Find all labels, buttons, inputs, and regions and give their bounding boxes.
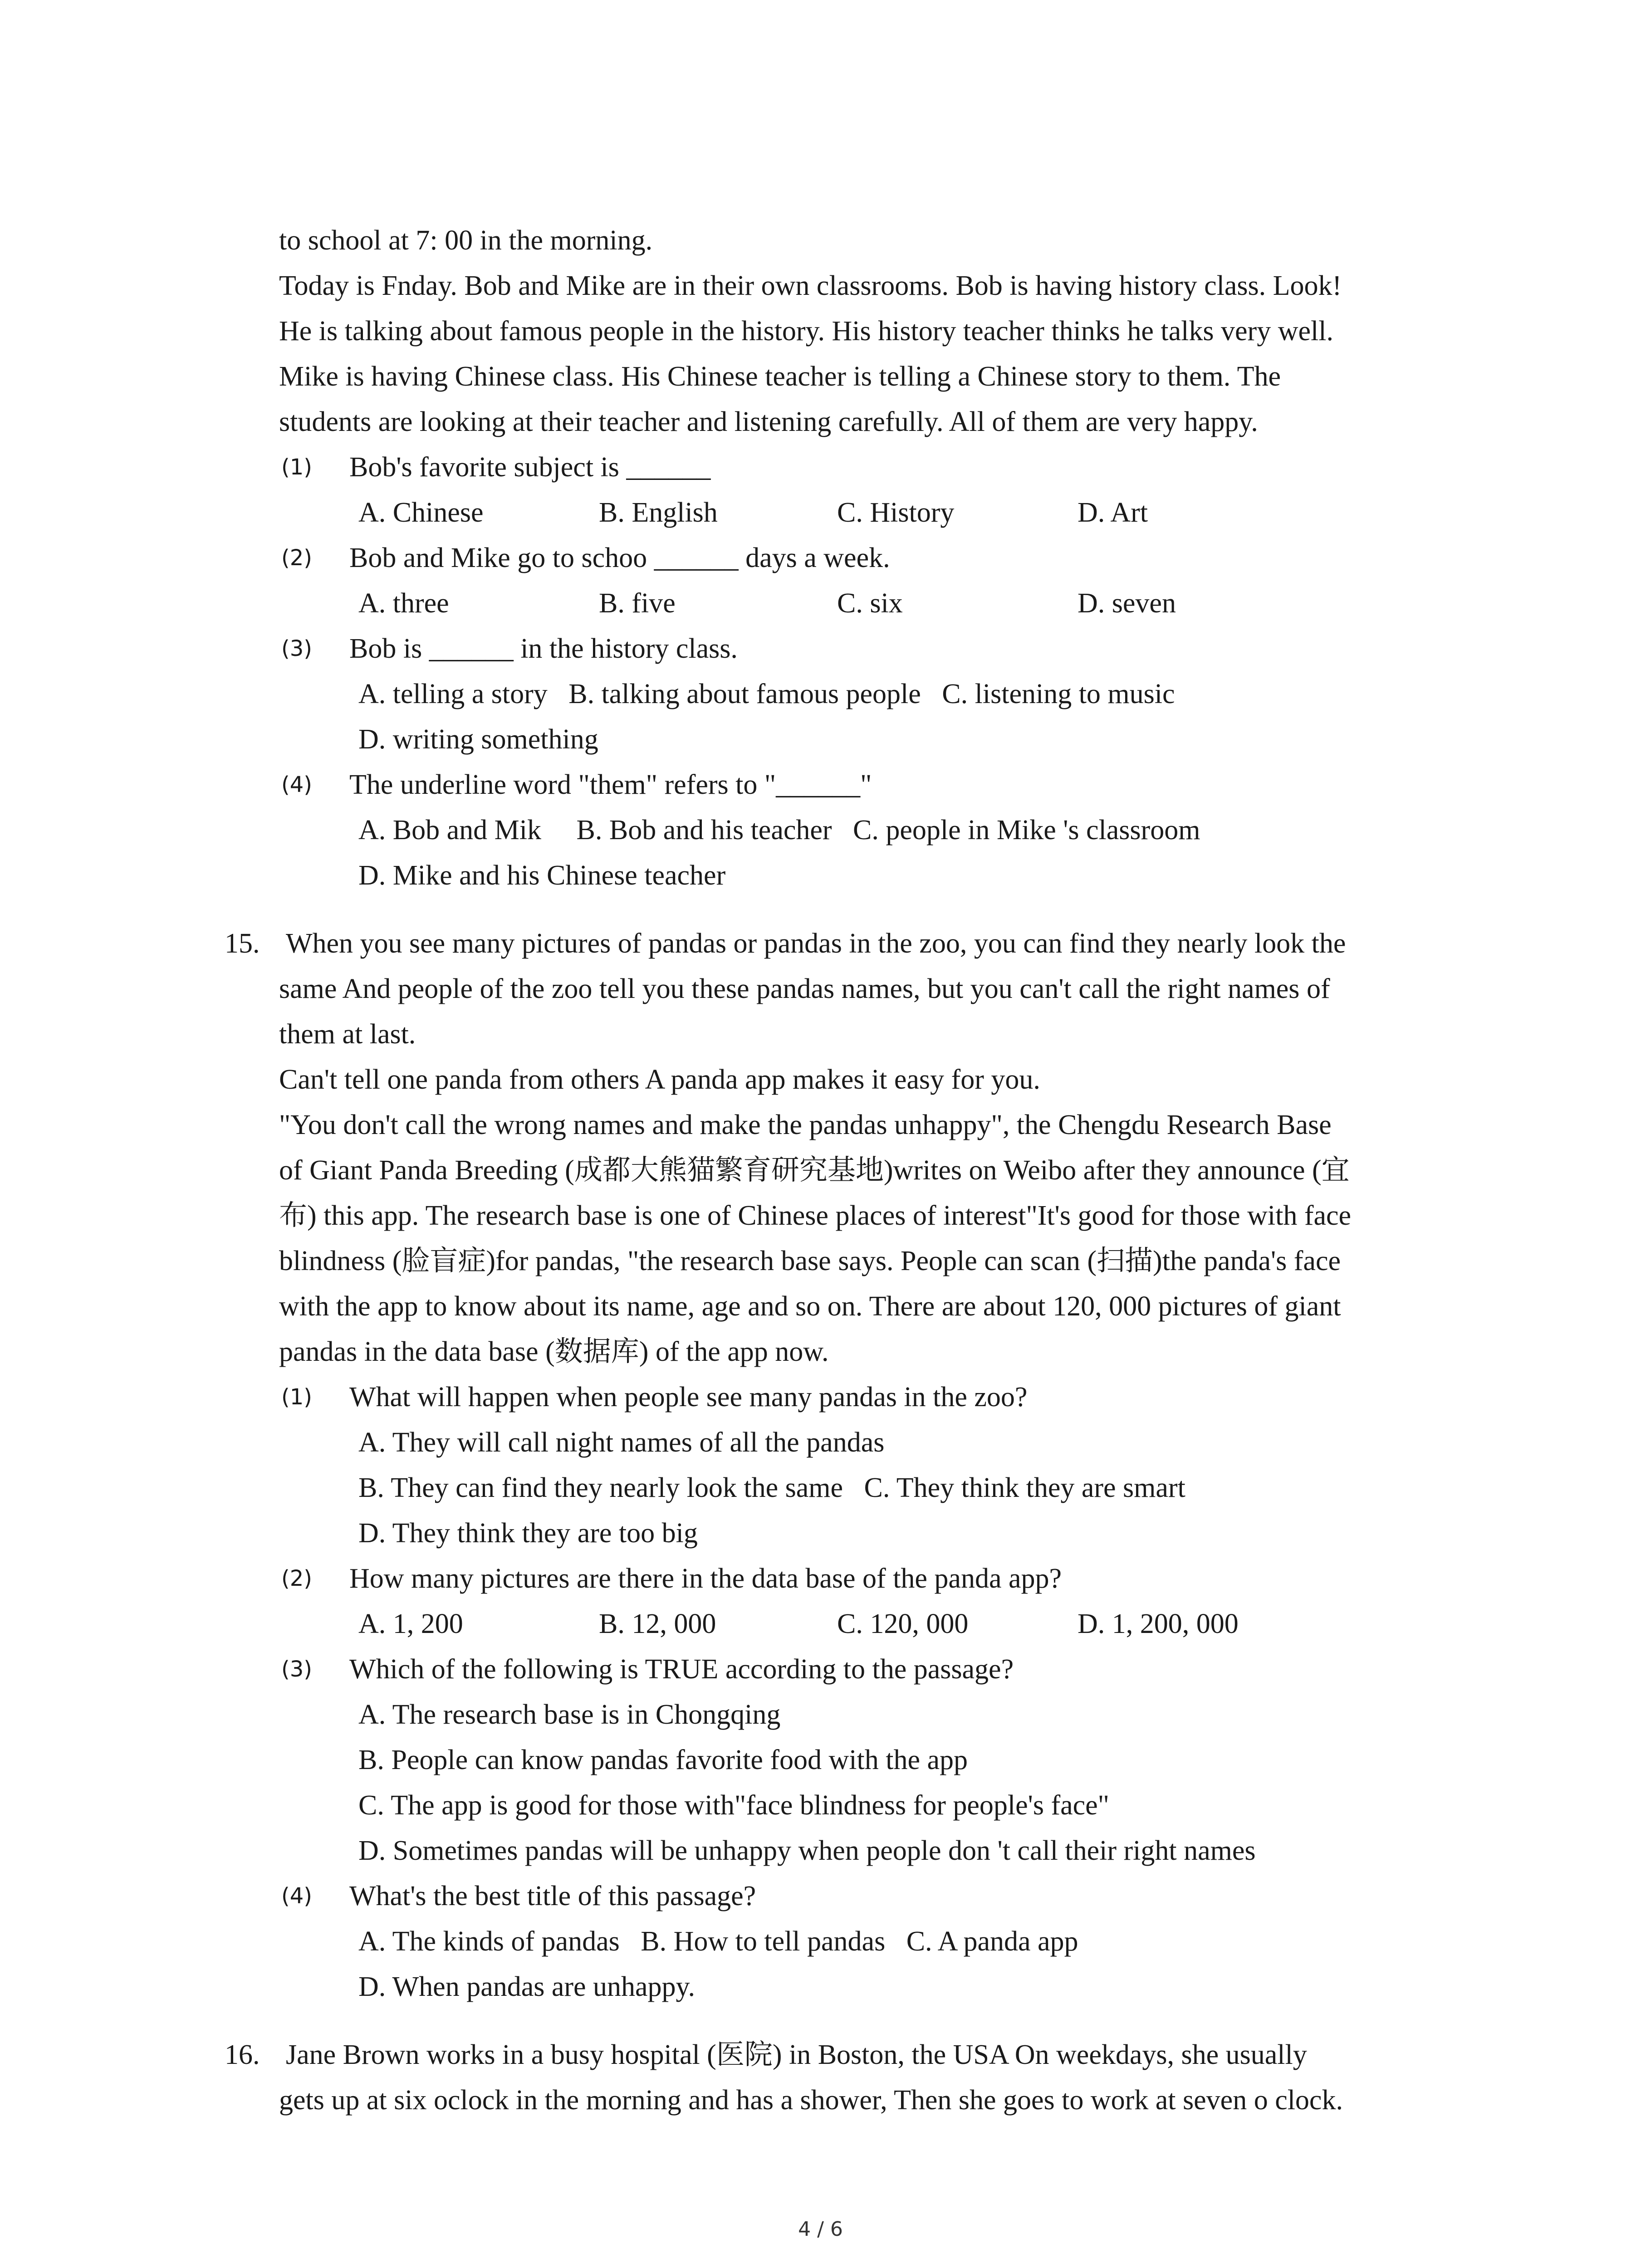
- option-d: D. Art: [1078, 497, 1148, 528]
- passage-line: to school at 7: 00 in the morning.: [279, 225, 653, 256]
- passage-line: When you see many pictures of pandas or pandas in the zoo, you can find they nearly look the: [286, 928, 1346, 959]
- passage-line: Mike is having Chinese class. His Chinese teacher is telling a Chinese story to them. The: [279, 361, 1281, 392]
- question-text: What's the best title of this passage?: [349, 1881, 756, 1911]
- option-a: A. Chinese: [358, 497, 484, 528]
- question-15-number: 15.: [225, 928, 260, 959]
- passage-line: Today is Fnday. Bob and Mike are in their own classrooms. Bob is having history class. Look!: [279, 270, 1342, 301]
- question-number: (4): [281, 772, 312, 797]
- question-text: Which of the following is TRUE according to the passage?: [349, 1654, 1014, 1685]
- option-line: A. They will call night names of all the pandas: [358, 1427, 885, 1458]
- question-16-number: 16.: [225, 2039, 260, 2070]
- passage-line: "You don't call the wrong names and make the pandas unhappy", the Chengdu Research Base: [279, 1110, 1332, 1140]
- passage-line: with the app to know about its name, age and so on. There are about 120, 000 pictures of giant: [279, 1291, 1341, 1322]
- option-b: B. English: [599, 497, 718, 528]
- option-b: B. five: [599, 588, 676, 619]
- passage-line: He is talking about famous people in the history. His history teacher thinks he talks very well.: [279, 316, 1333, 347]
- passage-line: blindness (脸盲症)for pandas, "the research base says. People can scan (扫描)the panda's face: [279, 1246, 1341, 1276]
- question-text: The underline word "them" refers to "______": [349, 769, 872, 800]
- option-line: A. The kinds of pandas B. How to tell pandas C. A panda app: [358, 1926, 1078, 1957]
- question-text: Bob is ______ in the history class.: [349, 633, 738, 664]
- question-number: (2): [281, 545, 312, 571]
- option-line: B. People can know pandas favorite food with the app: [358, 1745, 968, 1775]
- option-b: B. 12, 000: [599, 1608, 716, 1639]
- option-line: D. Mike and his Chinese teacher: [358, 860, 726, 891]
- option-line: D. Sometimes pandas will be unhappy when people don 't call their right names: [358, 1835, 1256, 1866]
- question-number: (3): [281, 636, 312, 661]
- option-line: A. telling a story B. talking about famous people C. listening to music: [358, 679, 1175, 709]
- passage-line: pandas in the data base (数据库) of the app now.: [279, 1336, 829, 1367]
- question-number: (2): [281, 1566, 312, 1591]
- option-line: D. They think they are too big: [358, 1518, 698, 1549]
- option-a: A. three: [358, 588, 449, 619]
- option-c: C. 120, 000: [837, 1608, 969, 1639]
- option-c: C. History: [837, 497, 955, 528]
- passage-line: Jane Brown works in a busy hospital (医院) in Boston, the USA On weekdays, she usually: [286, 2039, 1307, 2070]
- passage-line: them at last.: [279, 1019, 416, 1050]
- question-text: How many pictures are there in the data base of the panda app?: [349, 1563, 1062, 1594]
- option-line: B. They can find they nearly look the same C. They think they are smart: [358, 1472, 1185, 1503]
- option-line: D. writing something: [358, 724, 598, 755]
- option-line: C. The app is good for those with"face blindness for people's face": [358, 1790, 1109, 1821]
- question-number: (4): [281, 1883, 312, 1909]
- question-number: (3): [281, 1657, 312, 1682]
- passage-line: students are looking at their teacher and listening carefully. All of them are very happy.: [279, 406, 1258, 437]
- option-line: D. When pandas are unhappy.: [358, 1971, 696, 2002]
- option-d: D. 1, 200, 000: [1078, 1608, 1239, 1639]
- option-d: D. seven: [1078, 588, 1176, 619]
- page-number: 4 / 6: [798, 2218, 843, 2241]
- passage-line: Can't tell one panda from others A panda app makes it easy for you.: [279, 1064, 1040, 1095]
- option-line: A. The research base is in Chongqing: [358, 1699, 781, 1730]
- question-text: Bob's favorite subject is ______: [349, 452, 711, 483]
- question-text: What will happen when people see many pandas in the zoo?: [349, 1382, 1028, 1413]
- passage-line: same And people of the zoo tell you these pandas names, but you can't call the right names of: [279, 973, 1330, 1004]
- question-number: (1): [281, 455, 312, 480]
- option-a: A. 1, 200: [358, 1608, 463, 1639]
- question-text: Bob and Mike go to schoo ______ days a week.: [349, 543, 890, 573]
- option-line: A. Bob and Mik B. Bob and his teacher C. people in Mike 's classroom: [358, 815, 1200, 846]
- passage-line: 布) this app. The research base is one of Chinese places of interest"It's good for those with face: [279, 1200, 1352, 1231]
- option-c: C. six: [837, 588, 903, 619]
- passage-line: of Giant Panda Breeding (成都大熊猫繁育研究基地)writes on Weibo after they announce (宜: [279, 1155, 1350, 1186]
- question-number: (1): [281, 1384, 312, 1410]
- passage-line: gets up at six oclock in the morning and has a shower, Then she goes to work at seven o clock.: [279, 2085, 1343, 2116]
